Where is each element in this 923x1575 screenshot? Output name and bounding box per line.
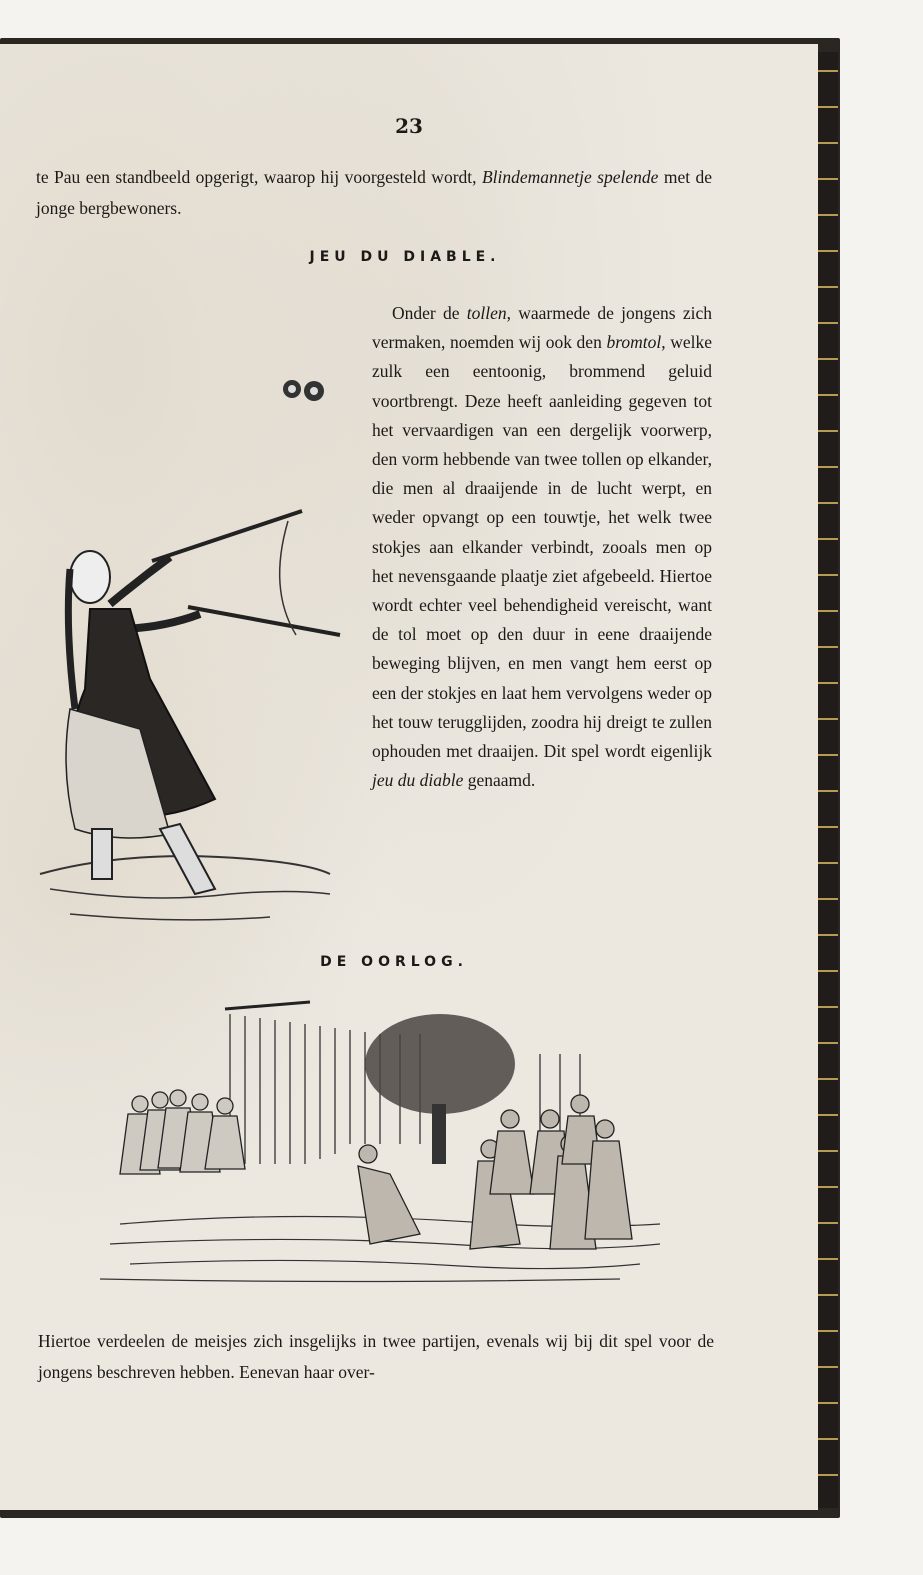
intro-paragraph (36, 162, 712, 224)
text-run: , welke zulk een eentoonig, brommend geluid voortbrengt. Deze heeft aanleiding gegeven tot het vervaardigen van een dergelijk voorwerp, den vorm hebbende van twee tollen op elkander, die men al draaijende in de lucht werpt, en weder opvangt op een touwtje, het welk twee stokjes aan elkander verbindt, zooals men op het nevensgaande plaatje ziet afgebeeld. Hiertoe wordt echter veel behendigheid vereischt, want de tol moet op den duur in eene draaijende beweging blijven, en men vangt hem eerst op een der stokjes en laat hem vervolgens weder op het touw terugglijden, zoodra hij dreigt te zullen ophouden met draaijen. Dit spel wordt eigenlijk (372, 332, 712, 762)
italic-run: tollen (466, 303, 507, 323)
diabolo-girl-illustration (30, 329, 350, 929)
intro-text: te Pau een standbeeld opgerigt, waarop hij voorgesteld wordt, (36, 167, 477, 187)
de-oorlog-paragraph: Hiertoe verdeelen de meisjes zich insgelijks in twee partijen, evenals wij bij dit spel voor de jongens beschreven hebben. Eenevan haar over- (38, 1331, 714, 1382)
text-run: Onder de (392, 303, 460, 323)
section-heading-jeu-du-diable: JEU DU DIABLE. (309, 249, 501, 265)
italic-run: jeu du diable (372, 770, 464, 791)
italic-run: bromtol (606, 332, 662, 353)
jeu-du-diable-paragraph (372, 299, 712, 795)
intro-italic: Blindemannetje spelende (481, 167, 659, 187)
page-number: 23 (395, 114, 423, 138)
text-run: , waarmede de jongens zich vermaken, noemden wij ook den (372, 303, 712, 353)
text-run: genaamd. (467, 770, 536, 791)
intro-tail: met de jonge bergbewoners. (36, 167, 713, 218)
book-page (0, 44, 818, 1510)
girls-playing-illustration (100, 994, 660, 1289)
section-heading-de-oorlog: DE OORLOG. (320, 954, 468, 970)
diabolo-icon (283, 380, 324, 401)
